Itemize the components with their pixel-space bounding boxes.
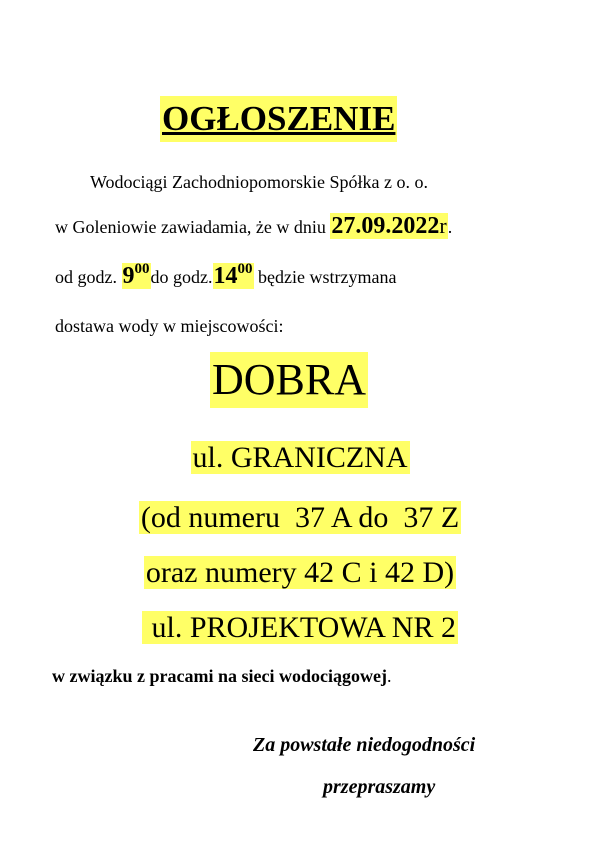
address-line-1: ul. GRANICZNA (192, 441, 408, 474)
hours-mid: do godz. (150, 267, 213, 287)
supply-line: dostawa wody w miejscowości: (55, 316, 284, 336)
date-period: . (447, 217, 453, 237)
address-line-3: oraz numery 42 C i 42 D) (145, 556, 455, 589)
place-name: DOBRA (210, 352, 368, 408)
intro-line-1: Wodociągi Zachodniopomorskie Spółka z o. o. (90, 172, 428, 192)
hours-prefix: od godz. (55, 267, 122, 287)
shutdown-date: 27.09.2022r (331, 213, 447, 239)
reason-text: w związku z pracami na sieci wodociągowej (52, 666, 387, 686)
hours-suffix: będzie wstrzymana (253, 267, 397, 287)
hours-line (55, 261, 397, 289)
address-line-2: (od numeru 37 A do 37 Z (140, 501, 460, 534)
end-time: $14^{00}$ (213, 261, 253, 289)
reason-period: . (386, 666, 392, 686)
intro-line-2-text: w Goleniowie zawiadamia, że w dniu (55, 217, 331, 237)
apology-line-1: Za powstałe niedogodności (253, 734, 476, 756)
notice-title: OGŁOSZENIE (160, 96, 397, 142)
intro-line-2 (55, 214, 452, 239)
start-time: $9^{00}$ (122, 261, 150, 289)
reason-line (52, 664, 391, 688)
apology-line-2: przepraszamy (323, 776, 436, 798)
address-line-4: ul. PROJEKTOWA NR 2 (144, 611, 456, 644)
